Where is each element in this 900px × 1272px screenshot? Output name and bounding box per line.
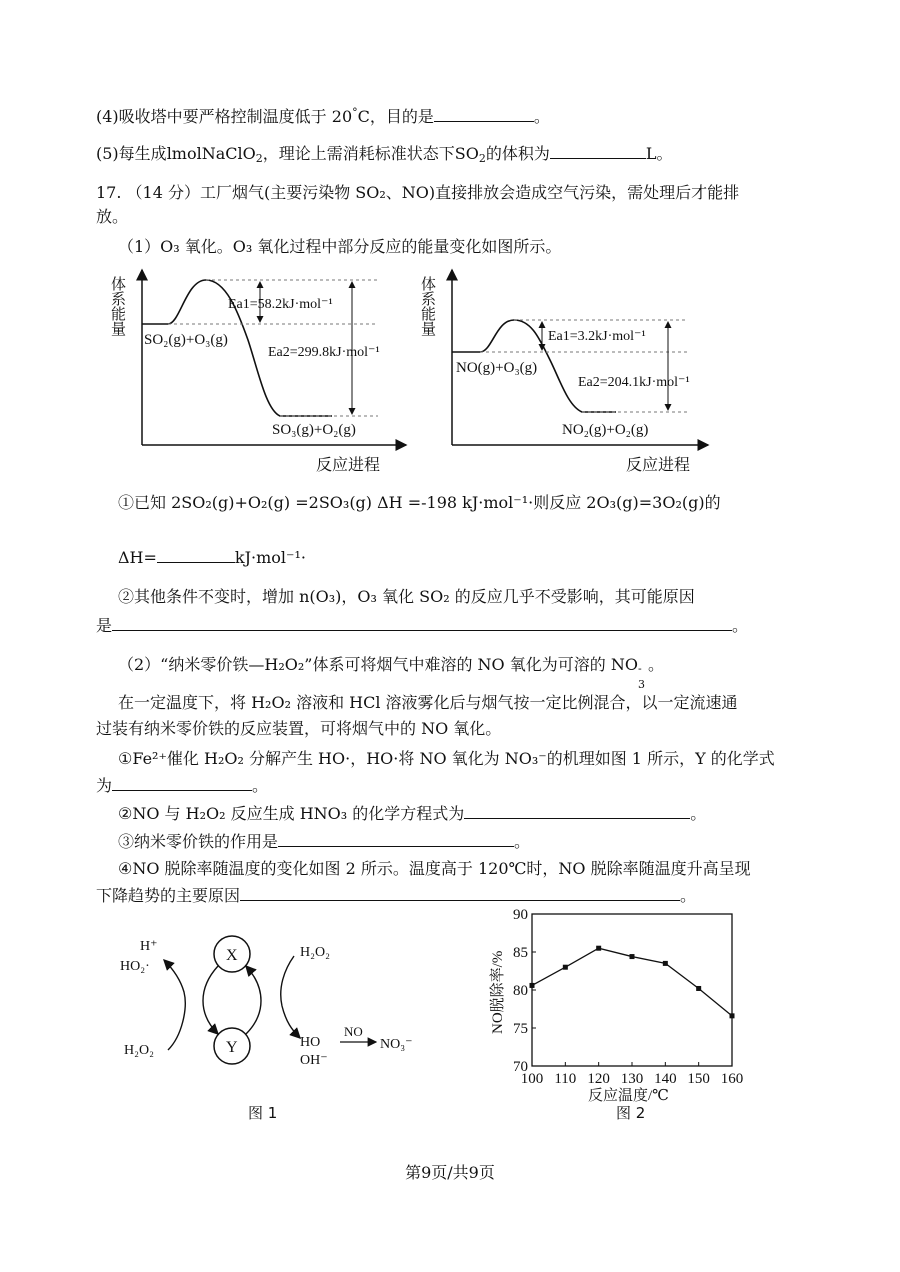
reactants-label: SO₂(g)+O₃(g) [144, 332, 228, 348]
y-tick-label: 75 [513, 1021, 528, 1037]
q5-mid: ，理论上需消耗标准状态下 [262, 144, 455, 163]
q17-1-2-answer [96, 614, 748, 637]
q5-so: SO [454, 144, 479, 163]
q4-answer-blank[interactable] [434, 105, 534, 122]
part2-sub: 3 [637, 678, 645, 691]
y-tick-label: 90 [513, 907, 528, 923]
y-axis-label: 体系能量 [109, 276, 127, 336]
no-label: NO [344, 1024, 363, 1039]
y-formula-label: 为 [96, 776, 113, 795]
figure-1-caption: 图 1 [248, 1104, 278, 1122]
arc-h2o2-right [281, 956, 300, 1038]
arc-y-to-x-right [246, 966, 261, 1034]
q4-unit: C [357, 107, 370, 126]
reason-label: 是 [96, 616, 113, 635]
figure-2-caption: 图 2 [616, 1104, 646, 1122]
part2-end: 。 [647, 655, 664, 674]
reason-end: 。 [732, 616, 749, 635]
ea2-label: Ea2=204.1kJ·mol⁻¹ [578, 375, 690, 390]
q17-2-4: ④NO 脱除率随温度的变化如图 2 所示。温度高于 120℃时，NO 脱除率随温度升高呈现 [118, 859, 751, 878]
ho-label: HO [300, 1035, 321, 1050]
q5-answer-blank[interactable] [550, 142, 646, 159]
products-label: NO₂(g)+O₂(g) [562, 422, 649, 438]
q17-2-1-answer [96, 774, 268, 797]
data-point [663, 961, 668, 966]
y-axis-label: NO脱除率/% [490, 950, 506, 1034]
y-tick-label: 85 [513, 945, 528, 961]
x-axis-label: 反应进程 [626, 455, 691, 474]
iron-role-blank[interactable] [278, 830, 514, 847]
data-point [696, 986, 701, 991]
q17-2-2 [118, 802, 706, 825]
data-point [563, 965, 568, 970]
dh-label: ΔH= [118, 548, 157, 567]
iron-role-end: 。 [514, 832, 531, 851]
q5-unit: L。 [645, 144, 673, 163]
y-formula-end: 。 [252, 776, 269, 795]
q5-post: 的体积为 [485, 144, 550, 163]
q17-2-1: ①Fe²⁺催化 H₂O₂ 分解产生 HO·，HO·将 NO 氧化为 NO₃⁻的机理如图 1 所示，Y 的化学式 [118, 749, 775, 768]
q17-part1: （1）O₃ 氧化。O₃ 氧化过程中部分反应的能量变化如图所示。 [118, 237, 562, 256]
y-label: Y [226, 1039, 238, 1056]
iron-role-label: ③纳米零价铁的作用是 [118, 832, 279, 851]
q4-text: 吸收塔中要严格控制温度低于 [118, 107, 327, 126]
decline-reason-label: 下降趋势的主要原因 [96, 886, 241, 905]
reason-answer-blank[interactable] [112, 614, 732, 631]
q4-number: (4) [96, 107, 119, 126]
energy-diagram-right [419, 270, 708, 474]
h2o2-bottom-left: H₂O₂ [124, 1043, 154, 1058]
h2o2-top-right: H₂O₂ [300, 945, 330, 960]
q5-text: 每生成 [118, 144, 167, 163]
part2-sup: - [637, 662, 642, 675]
q4-post: ，目的是 [369, 107, 434, 126]
data-point [530, 983, 535, 988]
y-axis-label: 体系能量 [419, 276, 437, 336]
q17-1-2: ②其他条件不变时，增加 n(O₃)，O₃ 氧化 SO₂ 的反应几乎不受影响，其可能原因 [118, 587, 695, 606]
arc-x-to-y-left [203, 966, 218, 1034]
question-4 [96, 102, 550, 128]
q5-number: (5) [96, 144, 119, 163]
figure-2-chart [480, 904, 760, 1124]
y-tick-label: 70 [513, 1059, 528, 1075]
q17-1-1-answer [118, 546, 306, 569]
q5-compound: lmolNaClO [166, 144, 256, 163]
x-tick-label: 130 [620, 1071, 644, 1087]
q5-sub: 2 [255, 152, 263, 165]
equation-label: ②NO 与 H₂O₂ 反应生成 HNO₃ 的化学方程式为 [118, 804, 465, 823]
page-footer: 第9页/共9页 [405, 1163, 495, 1182]
x-tick-label: 110 [554, 1071, 577, 1087]
x-tick-label: 160 [720, 1071, 744, 1087]
ea2-label: Ea2=299.8kJ·mol⁻¹ [268, 345, 380, 360]
data-point [596, 946, 601, 951]
reactants-label: NO(g)+O₃(g) [456, 360, 538, 376]
q4-end: 。 [533, 107, 550, 126]
q17-intro: 17. （14 分）工厂烟气(主要污染物 SO₂、NO)直接排放会造成空气污染，需处理后才能排 [96, 183, 740, 202]
q17-part2-desc-2: 过装有纳米零价铁的反应装置，可将烟气中的 NO 氧化。 [96, 719, 502, 738]
q4-degree: ° [352, 106, 358, 119]
q17-1-1: ①已知 2SO₂(g)+O₂(g) =2SO₃(g) ΔH =-198 kJ·mol⁻¹·则反应 2O₃(g)=3O₂(g)的 [118, 493, 721, 512]
q17-part2-desc-1: 在一定温度下，将 H₂O₂ 溶液和 HCl 溶液雾化后与烟气按一定比例混合，以一定流速通 [118, 693, 738, 712]
x-label: X [226, 947, 238, 964]
question-5 [96, 142, 673, 170]
x-tick-label: 100 [520, 1071, 544, 1087]
equation-blank[interactable] [464, 802, 690, 819]
ea1-label: Ea1=58.2kJ·mol⁻¹ [228, 297, 333, 312]
dh-answer-blank[interactable] [157, 546, 235, 563]
oh-label: OH⁻ [300, 1053, 328, 1068]
dh-unit: kJ·mol⁻¹· [234, 548, 306, 567]
no3-label: NO₃⁻ [380, 1037, 413, 1052]
q17-part2 [118, 654, 664, 691]
data-point [630, 954, 635, 959]
x-axis-label: 反应进程 [316, 455, 381, 474]
q4-temp: 20 [331, 107, 353, 126]
h-plus-label: H⁺ [140, 939, 158, 954]
products-label: SO₃(g)+O₂(g) [272, 422, 356, 438]
x-tick-label: 150 [687, 1071, 710, 1087]
data-point [730, 1013, 735, 1018]
arc-h2o2-left [164, 960, 185, 1050]
part2-text: （2）“纳米零价铁—H₂O₂”体系可将烟气中难溶的 NO 氧化为可溶的 NO [118, 655, 638, 674]
y-formula-blank[interactable] [112, 774, 252, 791]
x-tick-label: 120 [587, 1071, 610, 1087]
plot-frame [532, 914, 732, 1066]
y-tick-label: 80 [513, 983, 528, 999]
decline-reason-blank[interactable] [240, 884, 680, 901]
q5-so-sub: 2 [478, 152, 486, 165]
energy-diagram-left [109, 270, 406, 474]
q17-2-3 [118, 830, 530, 853]
q17-intro-2: 放。 [96, 207, 129, 226]
x-axis-label: 反应温度/℃ [588, 1088, 669, 1104]
ho2-label: HO₂· [120, 959, 150, 974]
decline-reason-end: 。 [680, 886, 697, 905]
equation-end: 。 [690, 804, 707, 823]
energy-diagrams [108, 262, 728, 480]
figure-1-mechanism [110, 926, 430, 1126]
x-tick-label: 140 [654, 1071, 677, 1087]
ea1-label: Ea1=3.2kJ·mol⁻¹ [548, 329, 646, 344]
